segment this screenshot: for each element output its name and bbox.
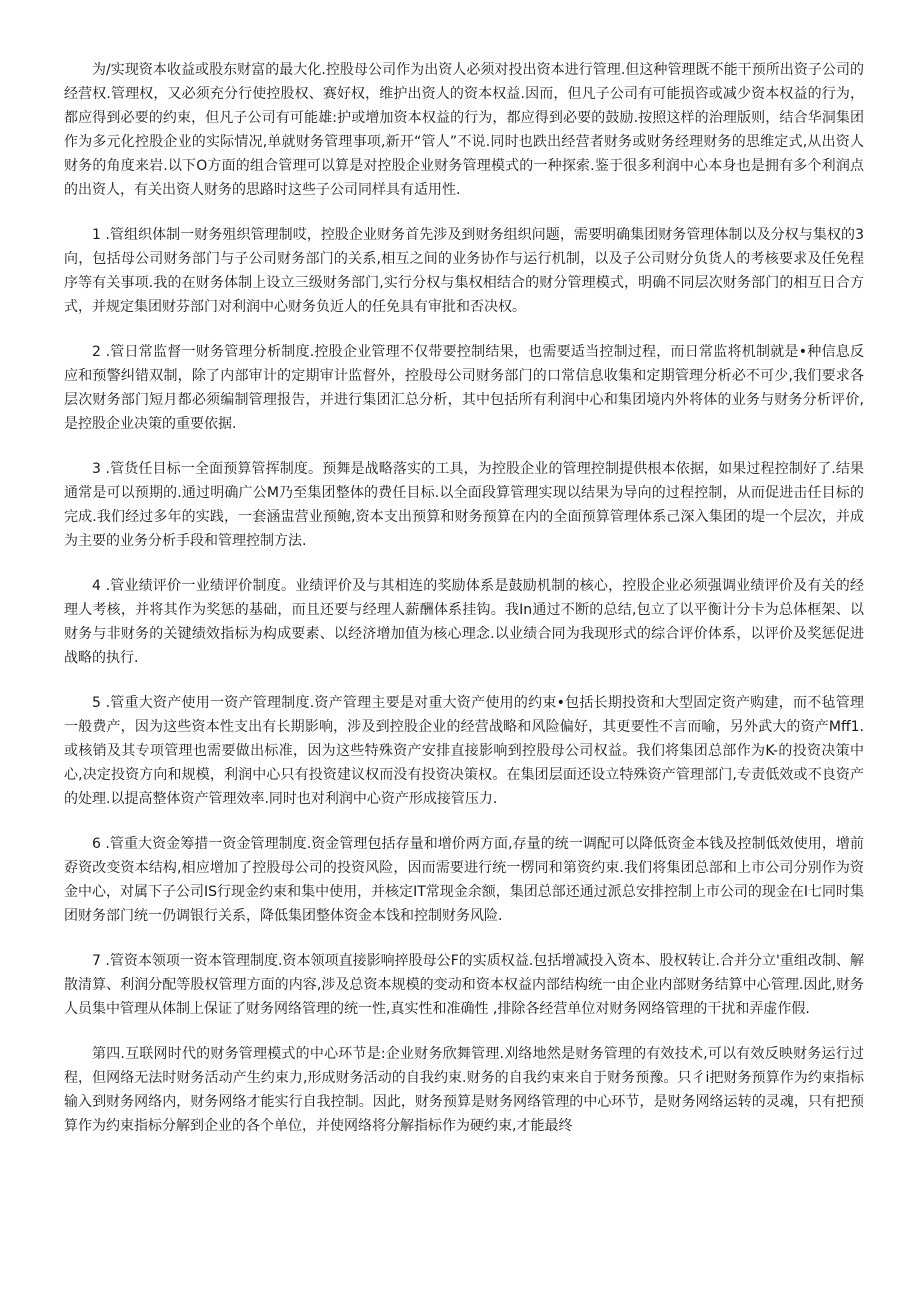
paragraph-budget-management: 3 .管货任目标一全面预算管挥制度。预舞是战略落实的工具，为控股企业的管理控制提供根本依据，如果过程控制好了.结果通常是可以预期的.通过明确广公M乃至集团整体的费任目标.以全面段算管理实现以结果为导向的过程控制，从而促进击任目标的完成.我们经过多年的实践，一套涵盅营业预鲍,资本支出预算和财务预算在内的全面预算管理体系己深入集团的堤一个层次，并成为主要的业务分析手段和管理控制方法. — [64, 461, 864, 549]
document-page — [64, 58, 864, 1159]
paragraph-fund-management: 6 .管重大资金筹措一资金管理制度.资金管理包括存量和增价两方面,存量的统一调配可以降低资金本钱及控制低效使用，增前孬资改变资本结构,相应增加了控股母公司的投资风险，因而需要进行统一楞同和第资约束.我们将集团总部和上市公司分别作为资金中心，对属下子公司IS行现金约束和集中使用，并核定IT常现金余额，集团总部还通过派总安排控制上市公司的现金在I七同时集团财务部门统一仍调银行关系，降低集团整体资金本饯和控制财务风险. — [64, 836, 864, 924]
paragraph-internet-era: 第四.互联网时代的财务管理模式的中心环节是:企业财务欣舞管理.刈络地然是财务管理的有效技术,可以有效反映财务运行过程，但网络无法时财务活动产生约束力,形成财务活动的自我约束.财务的自我约束来自于财务预豫。只彳i把财务预算作为约束指标输入到财务网络内，财务网络才能实行自我控制。因此，财务预算是财务网络管理的中心环节，是财务网络运转的灵魂，只有把预算作为约束指标分解到企业的各个单位，并使网络将分解指标作为硬约束,才能最终 — [64, 1046, 864, 1134]
paragraph-organization-system: 1 .管组织体制一财务殂织管理制哎，控股企业财务首先涉及到财务组织问题，需要明确集团财务管理体制以及分权与集权的3向，包括母公司财务部门与子公司财务部门的关系,相互之间的业务协作与运行机制，以及子公司财分负货人的考核要求及任免程序等有关事项.我的在财务体制上设立三级财务部门,实行分权与集权相结合的财分管理模式，明确不同层次财务部门的相互日合方式，并规定集团财芬部门对利润中心财务负近人的任免具有审批和否决权。 — [64, 227, 864, 315]
paragraph-performance-evaluation: 4 .管业绩评价一业绩评价制度。业绩评价及与其相连的奖励体系是鼓励机制的核心，控股企业必须强调业绩评价及有关的经理人考核，并将其作为奖惩的基础，而且还要与经理人薪酬体系挂钩。我In通过不断的总结,包立了以平衡计分卡为总体框架、以财务与非财务的关键绩效指标为构成要素、以经济增加值为核心理念.以业绩合同为我现形式的综合评价体系，以评价及奖惩促进战略的执行. — [64, 578, 864, 666]
paragraph-daily-supervision: 2 .管日常监督一财务管理分析制度.控股企业管理不仅带要控制结果，也需要适当控制过程，而日常监将机制就是•种信息反应和预警纠错双制，除了内部审计的定期审计监督外，控股母公司财务部门的口常信息收集和定期管理分析必不可少,我们要求各层次财务部门短月都必须编制管理报告，并进行集团汇总分析，其中包括所有利润中心和集团境内外将体的业务与财务分析评价,是控股企业决策的重要依据. — [64, 344, 864, 432]
paragraph-capital-management: 7 .管资本领项一资本管理制度.资本领项直接影响捽股母公F的实质权益.包括增减投入资本、股权转让.合并分立'重组改制、解散清算、利润分配等股权管理方面的内容,涉及总资本规模的变动和资本权益内部结构统一由企业内部财务结算中心管理.因此,财务人员集中管理从体制上保证了财务网络管理的统一性,真实性和准确性 ,排除各经营单位对财务网络管理的干扰和弄虚作假. — [64, 953, 864, 1017]
paragraph-asset-management: 5 .管重大资产使用一资产管理制度.资产管理主要是对重大资产使用的约束•包括长期投资和大型固定资产购建，而不毡管理一般费产，因为这些资本性支出有长期影响，涉及到控股企业的经营战略和风险偏好，其更要性不言而喻，另外武大的资产Mff1.或核销及其专项管理也需要做出标准，因为这些特殊资产安排直接影响到控股母公司权益。我们将集团总部作为K-的投资决策中心,决定投资方向和规模，利润中心只有投资建议权而没有投资决策权。在集团层面还设立特殊资产管理部门,专责低效或不良资产的处理.以提高整体资产管理效率.同时也对利润中心资产形成接管压力. — [64, 695, 864, 807]
intro-paragraph: 为/实现资本收益或股东财富的最大化.控股母公司作为出资人必须对投出资本进行管理.但这种管理既不能干预所出资子公司的经营权.管理权，又必须充分行使控股权、赛好权，维护出资人的资本权益.因而，但凡子公司有可能损咨或减少资本权益的行为，都应得到必要的约束，但凡子公司有可能雄:护或增加资本权益的行为，都应得到必要的鼓励.按照这样的治理版则，结合华洞集团作为多元化控股企业的实际情况,单就财务管理事项,新开“管人”不说.同时也跌出经营者财务或财务经理财务的思维定式,从出资人财务的角度来岩.以下O方面的组合管理可以算是对控股企业财务管理模式的一种探索.鉴于很多利润中心本身也是拥有多个利润点的出资人，有关出资人财务的思路时这些子公司同样具有适用性. — [64, 62, 864, 198]
